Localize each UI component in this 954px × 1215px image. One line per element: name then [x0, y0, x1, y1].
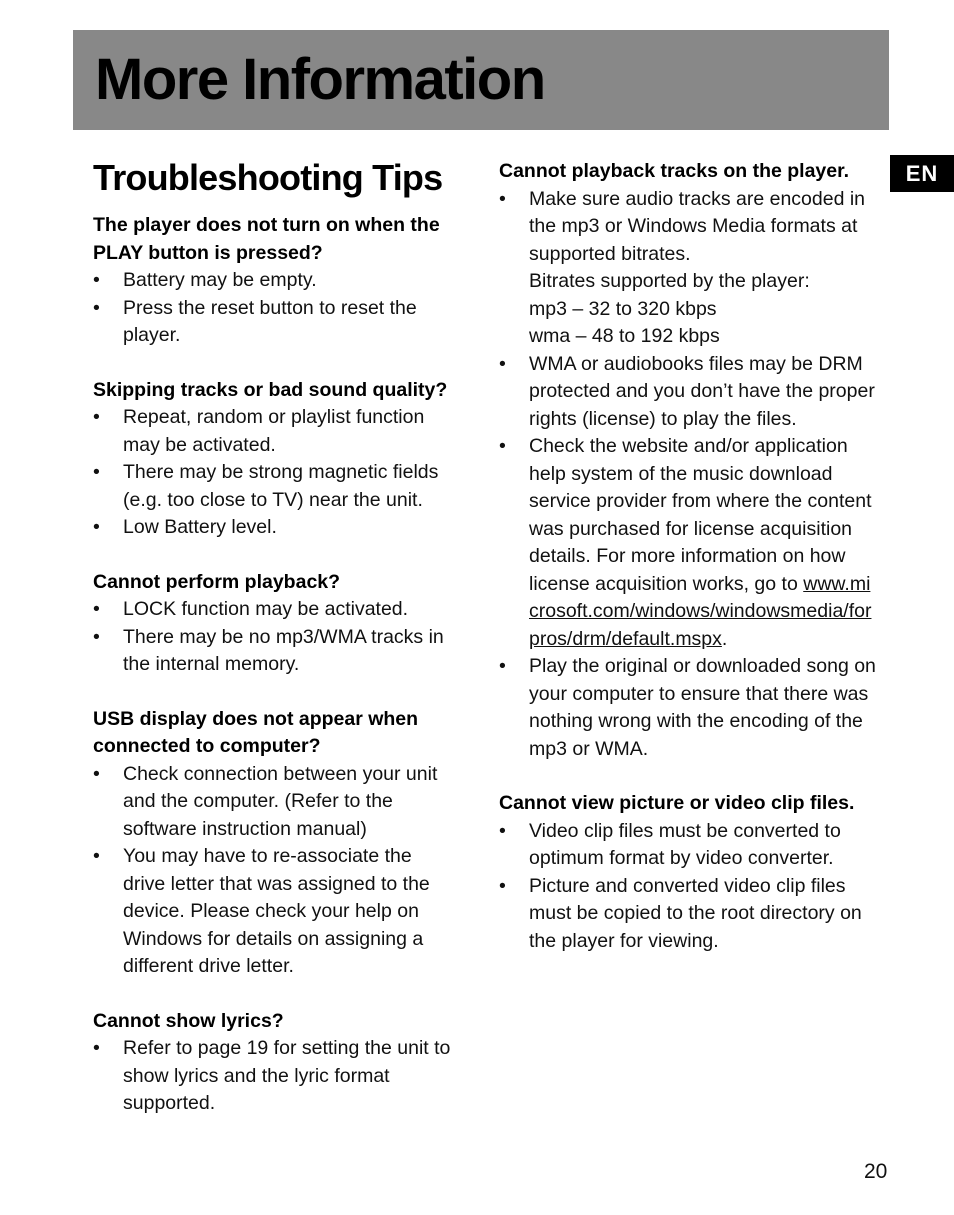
tip-sound — [93, 377, 453, 542]
question: Skipping tracks or bad sound quality? — [93, 378, 448, 401]
question: Cannot perform playback? — [93, 570, 341, 593]
list-item: • Video clip files must be converted to optimum format by video converter. — [499, 819, 841, 869]
list-item: • Refer to page 19 for setting the unit to show lyrics and the lyric format supported. — [93, 1037, 451, 1114]
list-item: • You may have to re-associate the drive letter that was assigned to the device. Please check your help on Windows for details on assigning a different drive letter. — [93, 845, 430, 977]
left-column — [93, 158, 453, 1145]
question: USB display does not appear when connected to computer? — [93, 707, 419, 757]
list-item: • Make sure audio tracks are encoded in the mp3 or Windows Media formats at supported bitrates. Bitrates supported by the player: mp3 – 32 to 320 kbps wma – 48 to 192 kbps — [499, 187, 866, 347]
tip-video — [499, 790, 879, 955]
question: The player does not turn on when the PLAY button is pressed? — [93, 214, 440, 264]
page-title: More Information — [95, 47, 545, 112]
list-item: • LOCK function may be activated. — [93, 598, 409, 620]
list-item: • Low Battery level. — [93, 516, 277, 538]
list-item: • Battery may be empty. — [93, 269, 317, 291]
page-number: 20 — [864, 1160, 888, 1183]
question: Cannot show lyrics? — [93, 1009, 284, 1032]
tip-playback — [93, 569, 453, 679]
list-item: • Picture and converted video clip files must be copied to the root directory on the player for viewing. — [499, 874, 862, 952]
right-column — [499, 158, 879, 982]
list-item: • There may be no mp3/WMA tracks in the internal memory. — [93, 625, 444, 675]
list-item: • Press the reset button to reset the player. — [93, 296, 417, 346]
list-item: • Repeat, random or playlist function may be activated. — [93, 406, 425, 456]
tip-usb — [93, 706, 453, 981]
question: Cannot playback tracks on the player. — [499, 160, 850, 182]
list-item: • There may be strong magnetic fields (e.g. too close to TV) near the unit. — [93, 461, 439, 511]
tip-lyrics — [93, 1008, 453, 1118]
section-title: Troubleshooting Tips — [93, 157, 443, 198]
list-item: • WMA or audiobooks files may be DRM protected and you don’t have the proper rights (license) to play the files. — [499, 352, 875, 430]
language-tab: EN — [890, 155, 954, 192]
tip-power — [93, 212, 453, 350]
list-item: • Play the original or downloaded song on your computer to ensure that there was nothing wrong with the encoding of the mp3 or WMA. — [499, 655, 876, 760]
tip-tracks — [499, 158, 879, 763]
drm-info-link[interactable]: www.microsoft.com/windows/windowsmedia/forpros/drm/default.mspx — [529, 572, 872, 650]
question: Cannot view picture or video clip files. — [499, 792, 855, 814]
list-item: • Check the website and/or application help system of the music download service provider from where the content was purchased for license acquisition details. For more information on how license acquisition works, go to www.microsoft.com/windows/windowsmedia/forpros/drm/default.mspx. — [499, 435, 872, 650]
list-item: • Check connection between your unit and the computer. (Refer to the software instruction manual) — [93, 762, 438, 840]
